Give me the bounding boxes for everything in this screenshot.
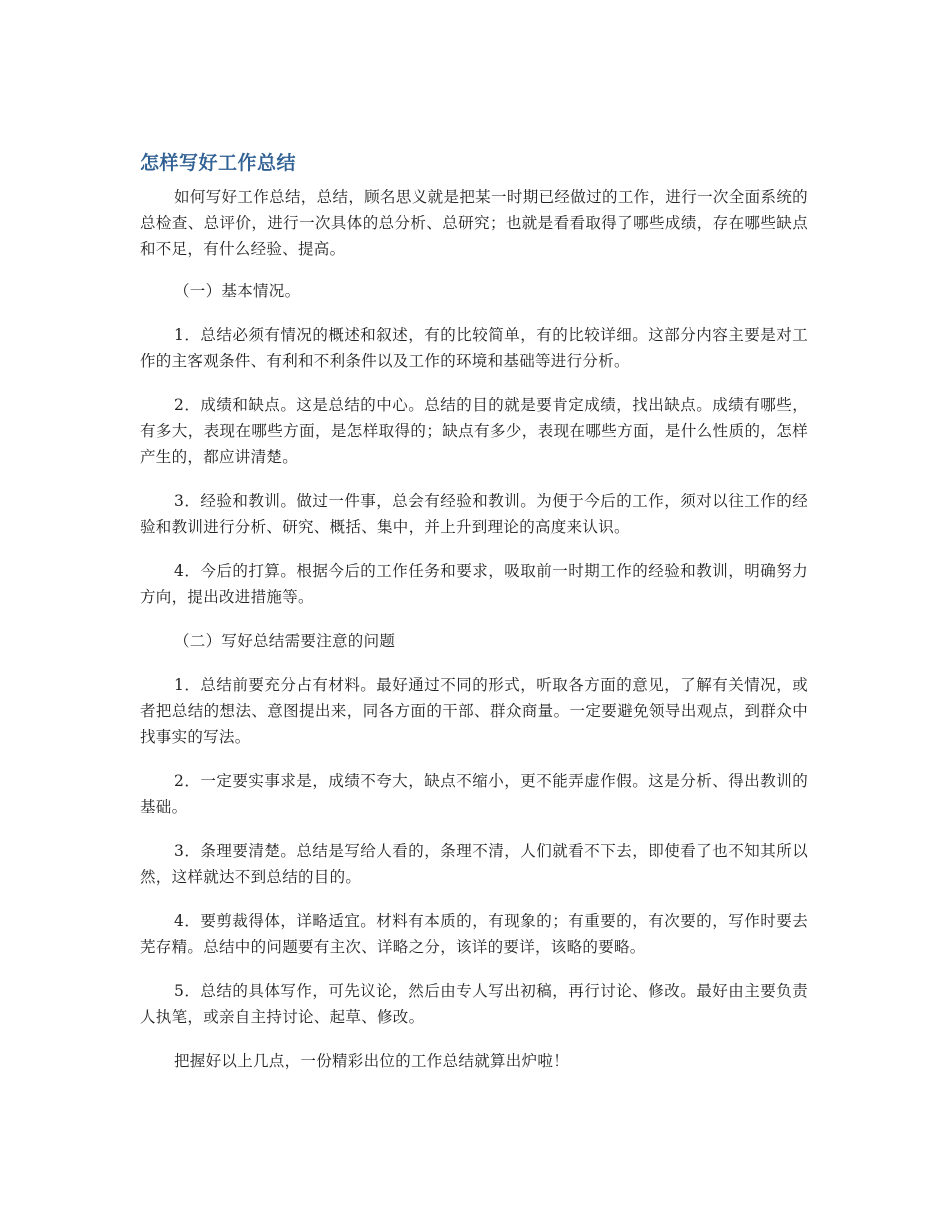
section-heading-basic-situation: （一）基本情况。	[174, 282, 301, 300]
section2-item-4: 4．要剪裁得体，详略适宜。材料有本质的，有现象的；有重要的，有次要的，写作时要去芜存精。总结中的问题要有主次、详略之分，该详的要详，该略的要略。	[140, 912, 808, 956]
section2-item-2: 2．一定要实事求是，成绩不夸大，缺点不缩小，更不能弄虚作假。这是分析、得出教训的基础。	[140, 772, 808, 816]
section2-item-1: 1．总结前要充分占有材料。最好通过不同的形式，听取各方面的意见，了解有关情况，或者把总结的想法、意图提出来，同各方面的干部、群众商量。一定要避免领导出观点，到群众中找事实的写法。	[140, 676, 808, 746]
document-page	[140, 148, 808, 1092]
section1-item-3: 3．经验和教训。做过一件事，总会有经验和教训。为便于今后的工作，须对以往工作的经验和教训进行分析、研究、概括、集中，并上升到理论的高度来认识。	[140, 492, 808, 536]
closing-paragraph: 把握好以上几点，一份精彩出位的工作总结就算出炉啦！	[174, 1052, 570, 1070]
section-heading-notes: （二）写好总结需要注意的问题	[174, 632, 396, 650]
section2-item-5: 5．总结的具体写作，可先议论，然后由专人写出初稿，再行讨论、修改。最好由主要负责人执笔，或亲自主持讨论、起草、修改。	[140, 982, 808, 1026]
section1-item-4: 4．今后的打算。根据今后的工作任务和要求，吸取前一时期工作的经验和教训，明确努力方向，提出改进措施等。	[140, 562, 808, 606]
section1-item-2: 2．成绩和缺点。这是总结的中心。总结的目的就是要肯定成绩，找出缺点。成绩有哪些，有多大，表现在哪些方面，是怎样取得的；缺点有多少，表现在哪些方面，是什么性质的，怎样产生的，都应讲清楚。	[140, 396, 808, 466]
document-title: 怎样写好工作总结	[140, 152, 297, 174]
intro-paragraph: 如何写好工作总结，总结，顾名思义就是把某一时期已经做过的工作，进行一次全面系统的总检查、总评价，进行一次具体的总分析、总研究；也就是看看取得了哪些成绩，存在哪些缺点和不足，有什么经验、提高。	[140, 188, 808, 258]
section1-item-1: 1．总结必须有情况的概述和叙述，有的比较简单，有的比较详细。这部分内容主要是对工作的主客观条件、有利和不利条件以及工作的环境和基础等进行分析。	[140, 326, 808, 370]
section2-item-3: 3．条理要清楚。总结是写给人看的，条理不清，人们就看不下去，即使看了也不知其所以然，这样就达不到总结的目的。	[140, 842, 808, 886]
